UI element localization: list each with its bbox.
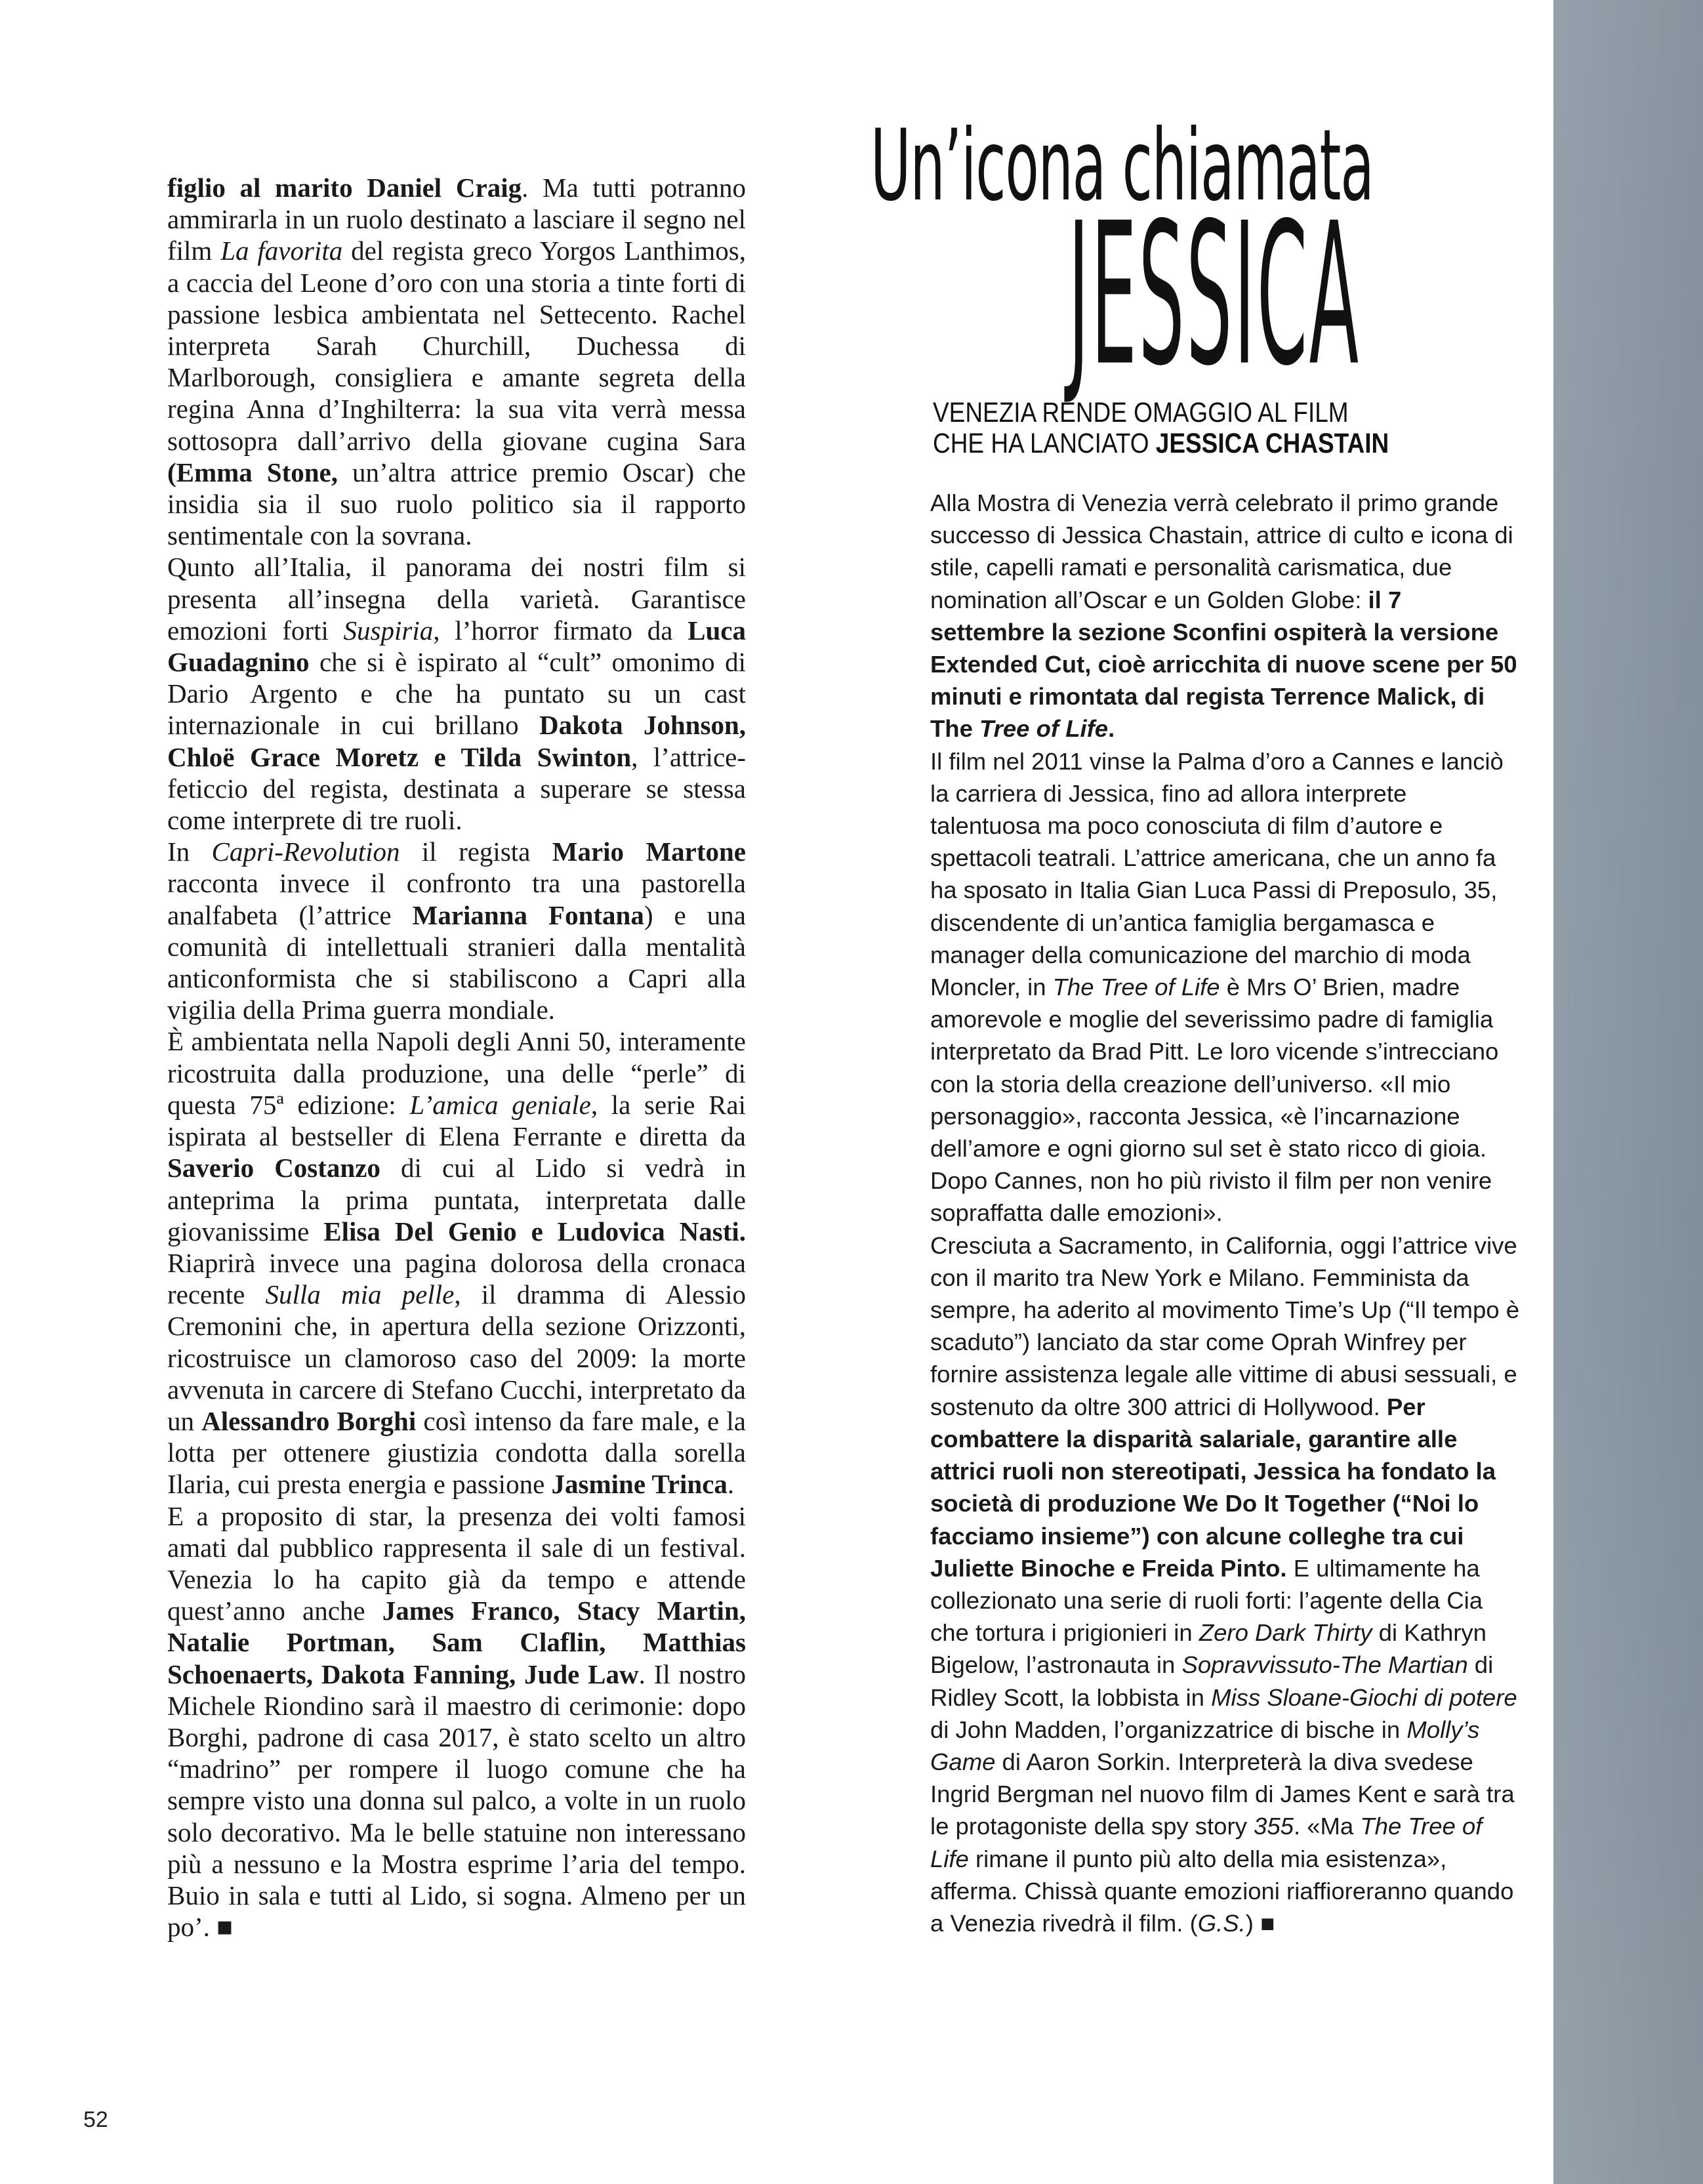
- text-run: The Tree of Life: [1052, 974, 1220, 1001]
- subtitle-line-2-regular: CHE HA LANCIATO: [933, 428, 1156, 459]
- subtitle-line-1: VENEZIA RENDE OMAGGIO AL FILM: [933, 397, 1349, 428]
- text-run: Jasmine Trinca: [551, 1469, 728, 1500]
- sidebar-paragraph: [930, 487, 1521, 745]
- text-run: In: [167, 836, 212, 867]
- text-run: The Tree of Life: [930, 1813, 1483, 1872]
- text-run: .: [727, 1469, 735, 1500]
- text-run: , il dramma di Alessio Cremonini che, in apertura della sezione Orizzonti, ricostruisce un clamoroso caso del 2009: la morte avvenuta in carcere di Stefano Cucchi, interpretato da un: [167, 1279, 746, 1436]
- text-run: Suspiria: [343, 615, 434, 646]
- text-run: E ultimamente ha collezionato una serie di ruoli forti: l’agente della Cia che tortura i prigionieri in: [930, 1554, 1483, 1647]
- text-run: , la serie Rai ispirata al bestseller di Elena Ferrante e diretta da: [167, 1089, 747, 1152]
- article-paragraph: [167, 551, 746, 836]
- text-run: La favorita: [220, 236, 343, 266]
- text-run: di Aaron Sorkin. Interpreterà la diva svedese Ingrid Bergman nel nuovo film di James Kent e sarà tra le protagoniste della spy story: [930, 1748, 1515, 1840]
- text-run: . Ma tutti potranno ammirarla in un ruolo destinato a lasciare il segno nel film: [167, 173, 746, 266]
- text-run: E a proposito di star, la presenza dei volti famosi amati dal pubblico rappresenta il sale di un festival. Venezia lo ha capito già da tempo e attende quest’anno anche: [167, 1500, 746, 1626]
- text-run: Per combattere la disparità salariale, garantire alle attrici ruoli non stereotipati, Jessica ha fondato la società di produzione We Do It Together (“Noi lo facciamo insieme”) con alcune colleghe tra cui Juliette Binoche e Freida Pinto.: [930, 1393, 1496, 1582]
- text-run: 355: [1254, 1813, 1294, 1840]
- text-run: L’amica geniale: [409, 1089, 591, 1120]
- sidebar-paragraph: [930, 745, 1521, 1229]
- text-run: Molly’s Game: [930, 1716, 1480, 1775]
- text-run: così intenso da fare male, e la lotta per ottenere giustizia condotta dalla sorella Ilaria, cui presta energia e passione: [167, 1405, 746, 1500]
- text-run: Sulla mia pelle: [265, 1279, 455, 1310]
- text-run: Qunto all’Italia, il panorama dei nostri film si presenta all’insegna della varietà. Garantisce emozioni forti: [167, 552, 746, 646]
- photo-edge-strip: [1553, 0, 1703, 2184]
- headline-line-1: Un’icona chiamata: [871, 109, 1374, 223]
- text-run: Luca Guadagnino: [167, 615, 746, 678]
- text-run: è Mrs O’ Brien, madre amorevole e moglie del severissimo padre di famiglia interpretato da Brad Pitt. Le loro vicende s’intrecciano con la storia della creazione dell’universo. «Il mio personaggio», racconta Jessica, «è l’incarnazione dell’amore e ogni giorno sul set è stato ricco di gioia. Dopo Cannes, non ho più rivisto il film per non venire sopraffatta dalle emozioni».: [930, 974, 1499, 1227]
- text-run: Saverio Costanzo: [167, 1153, 380, 1184]
- text-run: Sopravvissuto-The Martian: [1181, 1651, 1468, 1679]
- text-run: ): [1245, 1909, 1261, 1937]
- text-run: di Kathryn Bigelow, l’astronauta in: [930, 1619, 1487, 1679]
- text-run: Miss Sloane-Giochi di potere: [1211, 1683, 1517, 1711]
- article-paragraph: [167, 172, 746, 551]
- text-run: di Ridley Scott, la lobbista in: [930, 1651, 1494, 1711]
- text-run: Capri-Revolution: [211, 836, 400, 867]
- text-run: di cui al Lido si vedrà in anteprima la prima puntata, interpretata dalle giovanissime: [167, 1153, 746, 1247]
- text-run: G.S.: [1197, 1909, 1246, 1937]
- text-run: Alla Mostra di Venezia verrà celebrato il primo grande successo di Jessica Chastain, attrice di culto e icona di stile, capelli ramati e personalità carismatica, due nomination all’Oscar e un Golden Globe:: [930, 489, 1513, 613]
- text-run: il 7 settembre la sezione Sconfini ospiterà la versione Extended Cut, cioè arricchita di nuove scene per 50 minuti e rimontata dal regista Terrence Malick, di The: [930, 586, 1517, 743]
- subtitle: [933, 398, 1523, 459]
- article-paragraph: [167, 1500, 746, 1943]
- text-run: Il film nel 2011 vinse la Palma d’oro a Cannes e lanciò la carriera di Jessica, fino ad allora interprete talentuosa ma poco conosciuta di film d’autore e spettacoli teatrali. L’attrice americana, che un anno fa ha sposato in Italia Gian Luca Passi di Preposulo, 35, discendente di un’antica famiglia bergamasca e manager della comunicazione del marchio di moda Moncler, in: [930, 747, 1504, 1001]
- text-run: del regista greco Yorgos Lanthimos, a caccia del Leone d’oro con una storia a tinte forti di passione lesbica ambientata nel Settecento. Rachel interpreta Sarah Churchill, Duchessa di Marlborough, consigliera e amante segreta della regina Anna d’Inghilterra: la sua vita verrà messa sottosopra dall’arrivo della giovane cugina Sara: [167, 236, 746, 456]
- subtitle-line-2-bold: JESSICA CHASTAIN: [1155, 428, 1389, 459]
- text-run: . «Ma: [1293, 1813, 1361, 1840]
- text-run: Tree of Life: [979, 715, 1109, 743]
- headline-jessica: JESSICA: [1068, 180, 1361, 409]
- text-run: Mario Martone: [552, 836, 746, 867]
- text-run: il regista: [400, 836, 552, 867]
- text-run: che si è ispirato al “cult” omonimo di Dario Argento e che ha puntato su un cast internazionale in cui brillano: [167, 647, 746, 741]
- text-run: di John Madden, l’organizzatrice di bische in: [930, 1716, 1407, 1743]
- text-run: Marianna Fontana: [412, 899, 644, 930]
- text-run: Riaprirà invece una pagina dolorosa della cronaca recente: [167, 1247, 746, 1310]
- article-paragraph: [167, 836, 746, 1025]
- text-run: rimane il punto più alto della mia esistenza», afferma. Chissà quante emozioni riaffioreranno quando a Venezia rivedrà il film. (: [930, 1845, 1514, 1937]
- text-run: figlio al marito Daniel Craig: [167, 173, 522, 203]
- text-run: (Emma Stone,: [167, 457, 338, 487]
- text-run: È ambientata nella Napoli degli Anni 50, interamente ricostruita dalla produzione, una delle “perle” di questa 75ª edizione:: [167, 1026, 746, 1120]
- page-number: 52: [83, 2107, 108, 2132]
- text-run: un’altra attrice premio Oscar) che insidia sia il suo ruolo politico sia il rapporto sentimentale con la sovrana.: [167, 457, 747, 551]
- main-article-column: [167, 172, 746, 1943]
- article-paragraph: [167, 1025, 746, 1500]
- text-run: racconta invece il confronto tra una pastorella analfabeta (l’attrice: [167, 868, 746, 930]
- end-mark-icon: ■: [216, 1912, 233, 1943]
- text-run: Zero Dark Thirty: [1199, 1619, 1372, 1647]
- subtitle-line-2: [933, 428, 1441, 459]
- text-run: Cresciuta a Sacramento, in California, oggi l’attrice vive con il marito tra New York e Milano. Femminista da sempre, ha aderito al movimento Time’s Up (“Il tempo è scaduto”) lanciato da star come Oprah Winfrey per fornire assistenza legale alle vittime di abusi sessuali, e sostenuto da oltre 300 attrici di Hollywood.: [930, 1231, 1519, 1420]
- text-run: . Il nostro Michele Riondino sarà il maestro di cerimonie: dopo Borghi, padrone di casa 2017, è stato scelto un altro “madrino” per rompere il luogo comune che ha sempre visto una donna sul palco, a volte in un ruolo solo decorativo. Ma le belle statuine non interessano più a nessuno e la Mostra esprime l’aria del tempo. Buio in sala e tutti al Lido, si sogna. Almeno per un po’.: [167, 1659, 746, 1943]
- sidebar-paragraph: [930, 1229, 1521, 1939]
- text-run: Alessandro Borghi: [201, 1405, 417, 1436]
- end-mark-icon: ■: [1260, 1909, 1275, 1937]
- text-run: .: [1108, 715, 1115, 743]
- text-run: James Franco, Stacy Martin, Natalie Portman, Sam Claflin, Matthias Schoenaerts, Dakota Fanning, Jude Law: [167, 1596, 746, 1689]
- text-run: Elisa Del Genio e Ludovica Nasti.: [323, 1216, 746, 1247]
- text-run: , l’attrice-feticcio del regista, destinata a superare se stessa come interprete di tre ruoli.: [167, 741, 746, 836]
- text-run: ) e una comunità di intellettuali stranieri dalla mentalità anticonformista che si stabiliscono a Capri alla vigilia della Prima guerra mondiale.: [167, 899, 746, 1025]
- sidebar-article-column: [930, 487, 1521, 1939]
- text-run: Dakota Johnson, Chloë Grace Moretz e Tilda Swinton: [167, 710, 746, 772]
- text-run: , l’horror firmato da: [433, 615, 688, 646]
